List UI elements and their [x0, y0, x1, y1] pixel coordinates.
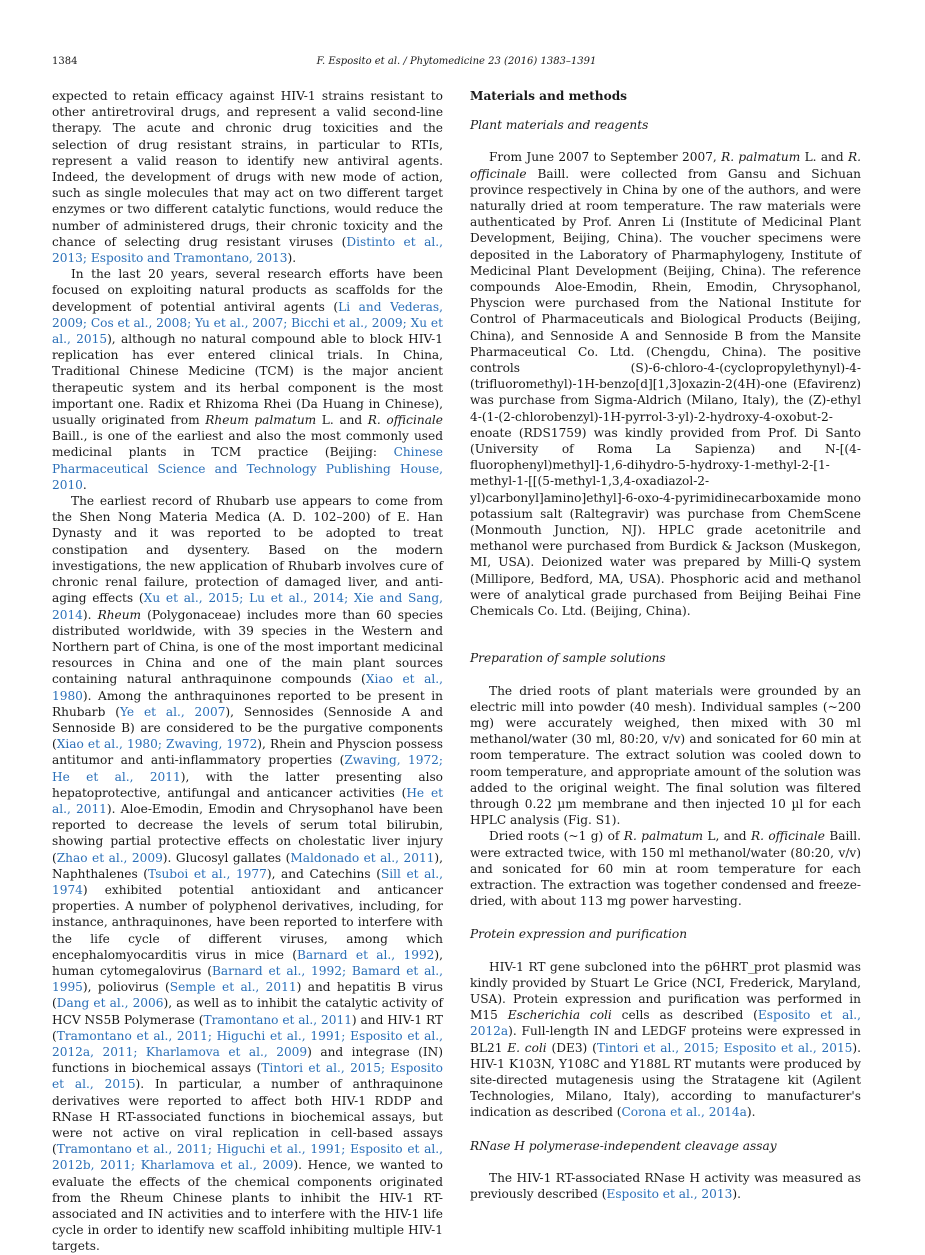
paragraph: From June 2007 to September 2007, R. palmatum L. and R. officinale Baill. were collected from Gansu and Sichuan province respectively in China by one of the authors, and were naturally dried at room temperature. The raw materials were authenticated by Prof. Anren Li (Institute of Medicinal Plant Development, Beijing, China). The voucher specimens were deposited in the Laboratory of Pharmaphylogeny, Institute of Medicinal Plant Development (Beijing, China). The reference compounds Aloe-Emodin, Rhein, Emodin, Chrysophanol, Physcion were purchased from the National Institute for Control of Pharmaceuticals and Biological Products (Beijing, China), and Sennoside A and Sennoside B from the Mansite Pharmaceutical Co. Ltd. (Chengdu, China). The positive controls (S)-6-chloro-4-(cyclopropylethynyl)-4-(trifluoromethyl)-1H-benzo[d][1,3]oxazin-2(4H)-one (Efavirenz) was purchase from Sigma-Aldrich (Milano, Italy), the (Z)-ethyl 4-(1-(2-chlorobenzyl)-1H-pyrrol-3-yl)-2-hydroxy-4-oxobut-2-enoate (RDS1759) was kindly provided from Prof. Di Santo (University of Roma La Sapienza) and N-[(4-fluorophenyl)methyl]-1,6-dihydro-5-hydroxy-1-methyl-2-[1-methyl-1-[[(5-methyl-1,3,4-oxadiazol-2-yl)carbonyl]amino]ethyl]-6-oxo-4-pyrimidinecarboxamide mono potassium salt (Raltegravir) was purchase from ChemScene (Monmouth Junction, NJ). HPLC grade acetonitrile and methanol were purchased from Burdick & Jackson (Muskegon, MI, USA). Deionized water was prepared by Milli-Q system (Millipore, Bedford, MA, USA). Phosphoric acid and methanol were of analytical grade purchased from Beijing Beihai Fine Chemicals Co. Ltd. (Beijing, China). [470, 150, 861, 619]
paragraph: Dried roots (~1 g) of R. palmatum L, and R. officinale Baill. were extracted twice, with 150 ml methanol/water (80:20, v/v) and sonicated for 60 min at room temperature for each extraction. The extraction was together condensed and freeze-dried, with about 113 mg power harvesting. [470, 829, 862, 909]
citation-link[interactable]: Semple et al., 2011 [169, 980, 297, 995]
spacer [470, 619, 861, 636]
citation-link[interactable]: Tramontano et al., 2011 [203, 1012, 352, 1027]
citation-link[interactable]: He et al., 2011 [52, 785, 444, 816]
page-header [52, 56, 861, 70]
spacer [470, 1121, 861, 1138]
citation-link[interactable]: Tintori et al., 2015; Esposito et al., 2015 [52, 1061, 443, 1092]
left-column [52, 88, 443, 1255]
citation-link[interactable]: Corona et al., 2014a [621, 1105, 747, 1120]
page-number: 1384 [52, 56, 78, 67]
citation-link[interactable]: Esposito et al., 2013 [606, 1186, 733, 1201]
citation-link[interactable]: Barnard et al., 1992; Bamard et al., 1995 [52, 963, 443, 995]
subsection-heading: Preparation of sample solutions [470, 651, 666, 666]
citation-link[interactable]: Zhao et al., 2009 [56, 850, 163, 865]
paragraph: The HIV-1 RT-associated RNase H activity was measured as previously described (Esposito et al., 2013). [470, 1170, 861, 1201]
paragraph: expected to retain efficacy against HIV-1 strains resistant to other antiretroviral drugs, and represent a valid second-line therapy. The acute and chronic drug toxicities and the selection of drug resistant strains, in particular to RTIs, represent a valid reason to identify new antiviral agents. Indeed, the development of drugs with new mode of action, such as single molecules that may act on two different target enzymes or two different catalytic functions, would reduce the number of administered drugs, their chronic toxicity and the chance of selecting drug resistant viruses (Distinto et al., 2013; Esposito and Tramontano, 2013). [52, 89, 443, 266]
citation-link[interactable]: Tsuboi et al., 1977 [148, 866, 267, 881]
paragraph: HIV-1 RT gene subcloned into the p6HRT_prot plasmid was kindly provided by Stuart Le Grice (NCI, Frederick, Maryland, USA). Protein expression and purification was performed in M15 Escherichia coli cells as described (Esposito et al., 2012a). Full-length IN and LEDGF proteins were expressed in BL21 E. coli (DE3) (Tintori et al., 2015; Esposito et al., 2015). HIV-1 K103N, Y108C and Y188L RT mutants were produced by site-directed mutagenesis using the Stratagene kit (Agilent Technologies, Milano, Italy), according to manufacturer's indication as described (Corona et al., 2014a). [470, 959, 861, 1120]
citation-link[interactable]: Xiao et al., 1980; Zwaving, 1972 [56, 737, 258, 752]
citation-link[interactable]: Distinto et al., 2013; Esposito and Tramontano, 2013 [52, 234, 443, 266]
citation-link[interactable]: Dang et al., 2006 [56, 996, 164, 1011]
running-title: F. Esposito et al. / Phytomedicine 23 (2016) 1383–1391 [316, 56, 597, 67]
citation-link[interactable]: Xiao et al., 1980 [52, 672, 443, 703]
spacer [470, 636, 861, 650]
citation-link[interactable]: Zwaving, 1972; He et al., 2011 [52, 753, 443, 784]
subsection-heading: RNase H polymerase-independent cleavage assay [470, 1138, 777, 1153]
paragraph: In the last 20 years, several research efforts have been focused on exploiting natural products as scaffolds for the development of potential antiviral agents (Li and Vederas, 2009; Cos et al., 2008; Yu et al., 2007; Bicchi et al., 2009; Xu et al., 2015), although no natural compound able to block HIV-1 replication has ever entered clinical trials. In China, Traditional Chinese Medicine (TCM) is the major ancient therapeutic system and its herbal component is the most important one. Radix et Rhizoma Rhei (Da Huang in Chinese), usually originated from Rheum palmatum L. and R. officinale Baill., is one of the earliest and also the most commonly used medicinal plants in TCM practice (Beijing: Chinese Pharmaceutical Science and Technology Publishing House, 2010. [52, 267, 443, 492]
citation-link[interactable]: Barnard et al., 1992 [296, 947, 435, 962]
paragraph: The earliest record of Rhubarb use appears to come from the Shen Nong Materia Medica (A. D. 102–200) of E. Han Dynasty and it was reported to be adopted to treat constipation and dysentery. Based on the modern investigations, the new application of Rhubarb involves cure of chronic renal failure, protection of damaged liver, and anti-aging effects (Xu et al., 2015; Lu et al., 2014; Xie and Sang, 2014). Rheum (Polygonaceae) includes more than 60 species distributed worldwide, with 39 species in the Western and Northern part of China, is one of the most important medicinal resources in China and one of the main plant sources containing natural anthraquinone compounds (Xiao et al., 1980). Among the anthraquinones reported to be present in Rhubarb (Ye et al., 2007), Sennosides (Sennoside A and Sennoside B) are considered to be the purgative components (Xiao et al., 1980; Zwaving, 1972), Rhein and Physcion possess antitumor and anti-inflammatory properties (Zwaving, 1972; He et al., 2011), with the latter presenting also hepatoprotective, antifungal and anticancer activities (He et al., 2011). Aloe-Emodin, Emodin and Chrysophanol have been reported to decrease the levels of serum total bilirubin, showing partial protective effects on cholestatic liver injury (Zhao et al., 2009). Glucosyl gallates (Maldonado et al., 2011), Naphthalenes (Tsuboi et al., 1977), and Catechins (Sill et al., 1974) exhibited potential antioxidant and anticancer properties. A number of polyphenol derivatives, including, for instance, anthraquinones, have been reported to interfere with the life cycle of different viruses, among which encephalomyocarditis virus in mice (Barnard et al., 1992), human cytomegalovirus (Barnard et al., 1992; Bamard et al., 1995), poliovirus (Semple et al., 2011) and hepatitis B virus (Dang et al., 2006), as well as to inhibit the catalytic activity of HCV NS5B Polymerase (Tramontano et al., 2011) and HIV-1 RT (Tramontano et al., 2011; Higuchi et al., 1991; Esposito et al., 2012a, 2011; Kharlamova et al., 2009) and integrase (IN) functions in biochemical assays (Tintori et al., 2015; Esposito et al., 2015). In particular, a number of anthraquinone derivatives were reported to affect both HIV-1 RDDP and RNase H RT-associated functions in biochemical assays, but were not active on viral replication in cell-based assays (Tramontano et al., 2011; Higuchi et al., 1991; Esposito et al., 2012b, 2011; Kharlamova et al., 2009). Hence, we wanted to evaluate the effects of the chemical components originated from the Rheum Chinese plants to inhibit the HIV-1 RT-associated and IN activities and to interfere with the HIV-1 life cycle in order to identify new scaffold inhibiting multiple HIV-1 targets. [52, 494, 444, 1254]
paragraph: The dried roots of plant materials were grounded by an electric mill into powder (40 mesh). Individual samples (~200 mg) were accurately weighed, then mixed with 30 ml methanol/water (30 ml, 80:20, v/v) and sonicated for 60 min at room temperature. The extract solution was cooled down to room temperature, and appropriate amount of the solution was added to the original weight. The final solution was filtered through 0.22 µm membrane and then injected 10 µl for each HPLC analysis (Fig. S1). [470, 683, 861, 828]
section-heading: Materials and methods [470, 89, 628, 103]
citation-link[interactable]: Tramontano et al., 2011; Higuchi et al., 1991; Esposito et al., 2012a, 2011; Kharlamova et al., 2009 [52, 1028, 443, 1059]
citation-link[interactable]: Tintori et al., 2015; Esposito et al., 2015 [596, 1040, 853, 1055]
spacer [470, 909, 861, 926]
right-column [470, 88, 861, 1202]
citation-link[interactable]: Chinese Pharmaceutical Science and Technology Publishing House, 2010 [52, 445, 443, 492]
citation-link[interactable]: Li and Vederas, 2009; Cos et al., 2008; Yu et al., 2007; Bicchi et al., 2009; Xu et al., 2015 [52, 299, 443, 347]
citation-link[interactable]: Maldonado et al., 2011 [290, 850, 435, 865]
citation-link[interactable]: Ye et al., 2007 [119, 704, 226, 719]
citation-link[interactable]: Xu et al., 2015; Lu et al., 2014; Xie and Sang, 2014 [52, 591, 444, 622]
citation-link[interactable]: Sill et al., 1974 [52, 866, 443, 897]
citation-link[interactable]: Esposito et al., 2012a [470, 1008, 861, 1039]
subsection-heading: Plant materials and reagents [470, 118, 649, 133]
citation-link[interactable]: Tramontano et al., 2011; Higuchi et al., 1991; Esposito et al., 2012b, 2011; Kharlamova et al., 2009 [52, 1142, 443, 1173]
subsection-heading: Protein expression and purification [470, 927, 688, 942]
